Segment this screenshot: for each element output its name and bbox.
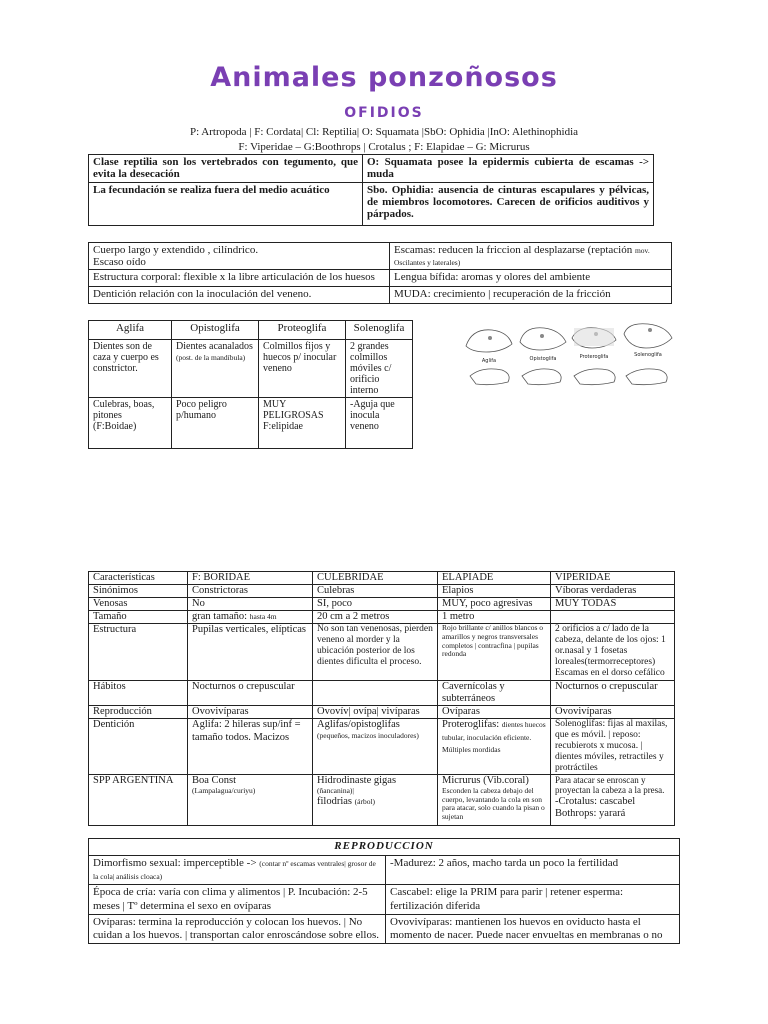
section-subtitle: OFIDIOS — [344, 105, 424, 121]
families-cell — [551, 775, 675, 826]
dentition-note: (post. de la mandíbula) — [176, 353, 246, 362]
families-cell: Ovovivíparas — [551, 706, 675, 719]
families-cell: Culebras — [313, 585, 438, 598]
features-text: Escamas: reducen la friccion al desplazarse (reptación — [394, 244, 633, 256]
families-cell: Solenoglifas: fijas al maxilas, que es móvil. | reposo: recubierots x mucosa. | dientes móviles, retractiles y protráctiles — [551, 719, 675, 775]
features-cell: Estructura corporal: flexible x la libre articulación de los huesos — [89, 270, 390, 287]
intro-cell: Clase reptilia son los vertebrados con tegumento, que evita la desecación — [89, 155, 363, 183]
families-cell — [313, 681, 438, 706]
families-note: hasta 4m — [249, 612, 277, 622]
families-note: (Lampalagua/curiyu) — [192, 786, 256, 796]
families-text: gran tamaño: — [192, 611, 248, 623]
page-title: Animales ponzoñosos — [210, 62, 558, 93]
families-cell: Reproducción — [89, 706, 188, 719]
intro-cell: O: Squamata posee la epidermis cubierta de escamas -> muda — [363, 155, 654, 183]
families-text: filodrias — [317, 795, 352, 807]
families-text: Proteroglifas: — [442, 719, 500, 731]
families-cell: Elapios — [438, 585, 551, 598]
dentition-cell: 2 grandes colmillos móviles c/ orificio interno — [346, 340, 413, 398]
families-note: Esconden la cabeza debajo del cuerpo, levantando la cola en son para atacar, solo cuando la pisan o sujetan — [442, 786, 545, 821]
reproduction-cell: Cascabel: elige la PRIM para parir | retener esperma: fertilización diferida — [386, 885, 680, 914]
features-cell — [89, 243, 390, 270]
families-cell: Víboras verdaderas — [551, 585, 675, 598]
taxonomy-line-2: F: Viperidae – G:Boothrops | Crotalus ; F: Elapidae – G: Micrurus — [238, 141, 530, 153]
dentition-header: Proteoglifa — [259, 321, 346, 340]
reproduction-cell: Época de cría: varía con clima y alimentos | P. Incubación: 2-5 meses | Tº determina el sexo en ovíparas — [89, 885, 386, 914]
features-text: Escaso oído — [93, 256, 146, 268]
families-cell: Cavernícolas y subterráneos — [438, 681, 551, 706]
families-cell: Sinónimos — [89, 585, 188, 598]
families-cell: Ovovivíparas — [188, 706, 313, 719]
figure-label: Solenoglifa — [634, 352, 662, 358]
families-text: Micrurus (Vib.coral) — [442, 775, 529, 787]
intro-cell: La fecundación se realiza fuera del medio acuático — [89, 183, 363, 226]
families-cell: SI, poco — [313, 598, 438, 611]
reproduction-cell: -Madurez: 2 años, macho tarda un poco la fertilidad — [386, 856, 680, 885]
families-text: Para atacar se enroscan y proyectan la cabeza a la presa. — [555, 775, 665, 796]
skull-solenoglifa — [624, 324, 672, 348]
families-header: Características — [89, 572, 188, 585]
families-cell: Rojo brillante c/ anillos blancos o amarillos y negros transversales completos | contracfina | pupilas redonda — [438, 624, 551, 681]
families-cell: Hábitos — [89, 681, 188, 706]
reproduction-note: (contar nº escamas ventrales| grosor de la cola| análisis cloaca) — [93, 859, 376, 882]
families-cell: Constrictoras — [188, 585, 313, 598]
figure-label: Opistoglifa — [529, 356, 557, 362]
families-note: (árbol) — [354, 796, 376, 806]
families-header: F: BORIDAE — [188, 572, 313, 585]
dentition-cell: MUY PELIGROSAS F:elipidae — [259, 398, 346, 449]
figure-label: Proteroglifa — [579, 354, 609, 360]
families-cell — [438, 775, 551, 826]
families-cell: SPP ARGENTINA — [89, 775, 188, 826]
features-note: mov. Oscilantes y laterales) — [394, 246, 650, 267]
dentition-header: Solenoglifa — [346, 321, 413, 340]
families-cell: Venosas — [89, 598, 188, 611]
families-cell — [313, 719, 438, 775]
families-note: (pequeños, macizos inoculadores) — [317, 730, 419, 740]
families-cell — [188, 611, 313, 624]
features-cell: Lengua bífida: aromas y olores del ambiente — [390, 270, 672, 287]
families-note: (ñancanina)| — [317, 786, 354, 796]
dentition-cell: Poco peligro p/humano — [172, 398, 259, 449]
families-cell: Ovovív| ovípa| vivíparas — [313, 706, 438, 719]
intro-table — [88, 154, 654, 226]
families-cell — [438, 719, 551, 775]
families-cell — [551, 611, 675, 624]
families-cell: MUY TODAS — [551, 598, 675, 611]
dentition-cell: Dientes son de caza y cuerpo es constrictor. — [89, 340, 172, 398]
families-cell: Estructura — [89, 624, 188, 681]
families-header: VIPERIDAE — [551, 572, 675, 585]
families-cell: No son tan venenosas, pierden veneno al morder y la ubicación posterior de los dientes dificulta el proceso. — [313, 624, 438, 681]
dentition-cell: Colmillos fijos y huecos p/ inocular veneno — [259, 340, 346, 398]
families-cell: 1 metro — [438, 611, 551, 624]
families-cell: MUY, poco agresivas — [438, 598, 551, 611]
dentition-header: Opistoglifa — [172, 321, 259, 340]
intro-cell: Sbo. Ophidia: ausencia de cinturas escapulares y pélvicas, de miembros locomotores. Carecen de orificios auditivos y párpados. — [363, 183, 654, 226]
families-text: Bothrops: yarará — [555, 807, 626, 819]
reproduction-table — [88, 838, 680, 944]
reproduction-cell — [89, 856, 386, 885]
families-cell: Nocturnos o crepuscular — [551, 681, 675, 706]
families-cell: Pupilas verticales, elípticas — [188, 624, 313, 681]
features-cell: Dentición relación con la inoculación del veneno. — [89, 287, 390, 304]
families-cell: Ovíparas — [438, 706, 551, 719]
families-header: ELAPIADE — [438, 572, 551, 585]
dentition-table — [88, 320, 413, 449]
dentition-text: Dientes acanalados — [176, 341, 253, 352]
families-cell: No — [188, 598, 313, 611]
families-note: dientes huecos tubular, inoculación eficiente. Múltiples mordidas — [442, 720, 546, 754]
features-text: Cuerpo largo y extendido , cilíndrico. — [93, 244, 259, 256]
families-cell: 20 cm a 2 metros — [313, 611, 438, 624]
taxonomy-line-1: P: Artropoda | F: Cordata| Cl: Reptilia| O: Squamata |SbO: Ophidia |InO: Alethinophidia — [189, 126, 579, 138]
features-cell — [390, 243, 672, 270]
families-cell — [313, 775, 438, 826]
features-table — [88, 242, 672, 304]
reproduction-cell: Ovovivíparas: mantienen los huevos en oviducto hasta el momento de nacer. Puede nacer envueltas en membranas o no — [386, 914, 680, 943]
reproduction-cell: Ovíparas: termina la reproducción y colocan los huevos. | No cuidan a los huevos. | transportan calor enroscándose sobre ellos. — [89, 914, 386, 943]
snake-skulls-figure — [462, 318, 676, 408]
families-text: Boa Const — [192, 775, 237, 787]
families-text: Aglifas/opistoglifas — [317, 719, 400, 731]
families-text: Hidrodinaste gigas — [317, 775, 397, 787]
dentition-header: Aglifa — [89, 321, 172, 340]
dentition-cell — [172, 340, 259, 398]
features-cell: MUDA: crecimiento | recuperación de la fricción — [390, 287, 672, 304]
families-header: CULEBRIDAE — [313, 572, 438, 585]
families-text: -Crotalus: cascabel — [555, 795, 636, 807]
skull-aglifa — [466, 330, 512, 352]
families-cell: Dentición — [89, 719, 188, 775]
skull-opistoglifa — [520, 328, 566, 350]
families-cell: Tamaño — [89, 611, 188, 624]
families-cell: Nocturnos o crepuscular — [188, 681, 313, 706]
families-cell: Aglifa: 2 hileras sup/inf = tamaño todos. Macizos — [188, 719, 313, 775]
figure-label: Aglifa — [481, 358, 497, 364]
reproduction-text: Dimorfismo sexual: imperceptible -> — [93, 857, 257, 869]
families-cell: 2 orificios a c/ lado de la cabeza, delante de los ojos: 1 or.nasal y 1 fosetas loreales(termorreceptores) Escamas en el dorso cefálico — [551, 624, 675, 681]
dentition-cell: -Aguja que inocula veneno — [346, 398, 413, 449]
families-table — [88, 571, 675, 826]
dentition-cell: Culebras, boas, pitones (F:Boidae) — [89, 398, 172, 449]
families-cell — [188, 775, 313, 826]
reproduction-title: REPRODUCCION — [89, 839, 680, 856]
